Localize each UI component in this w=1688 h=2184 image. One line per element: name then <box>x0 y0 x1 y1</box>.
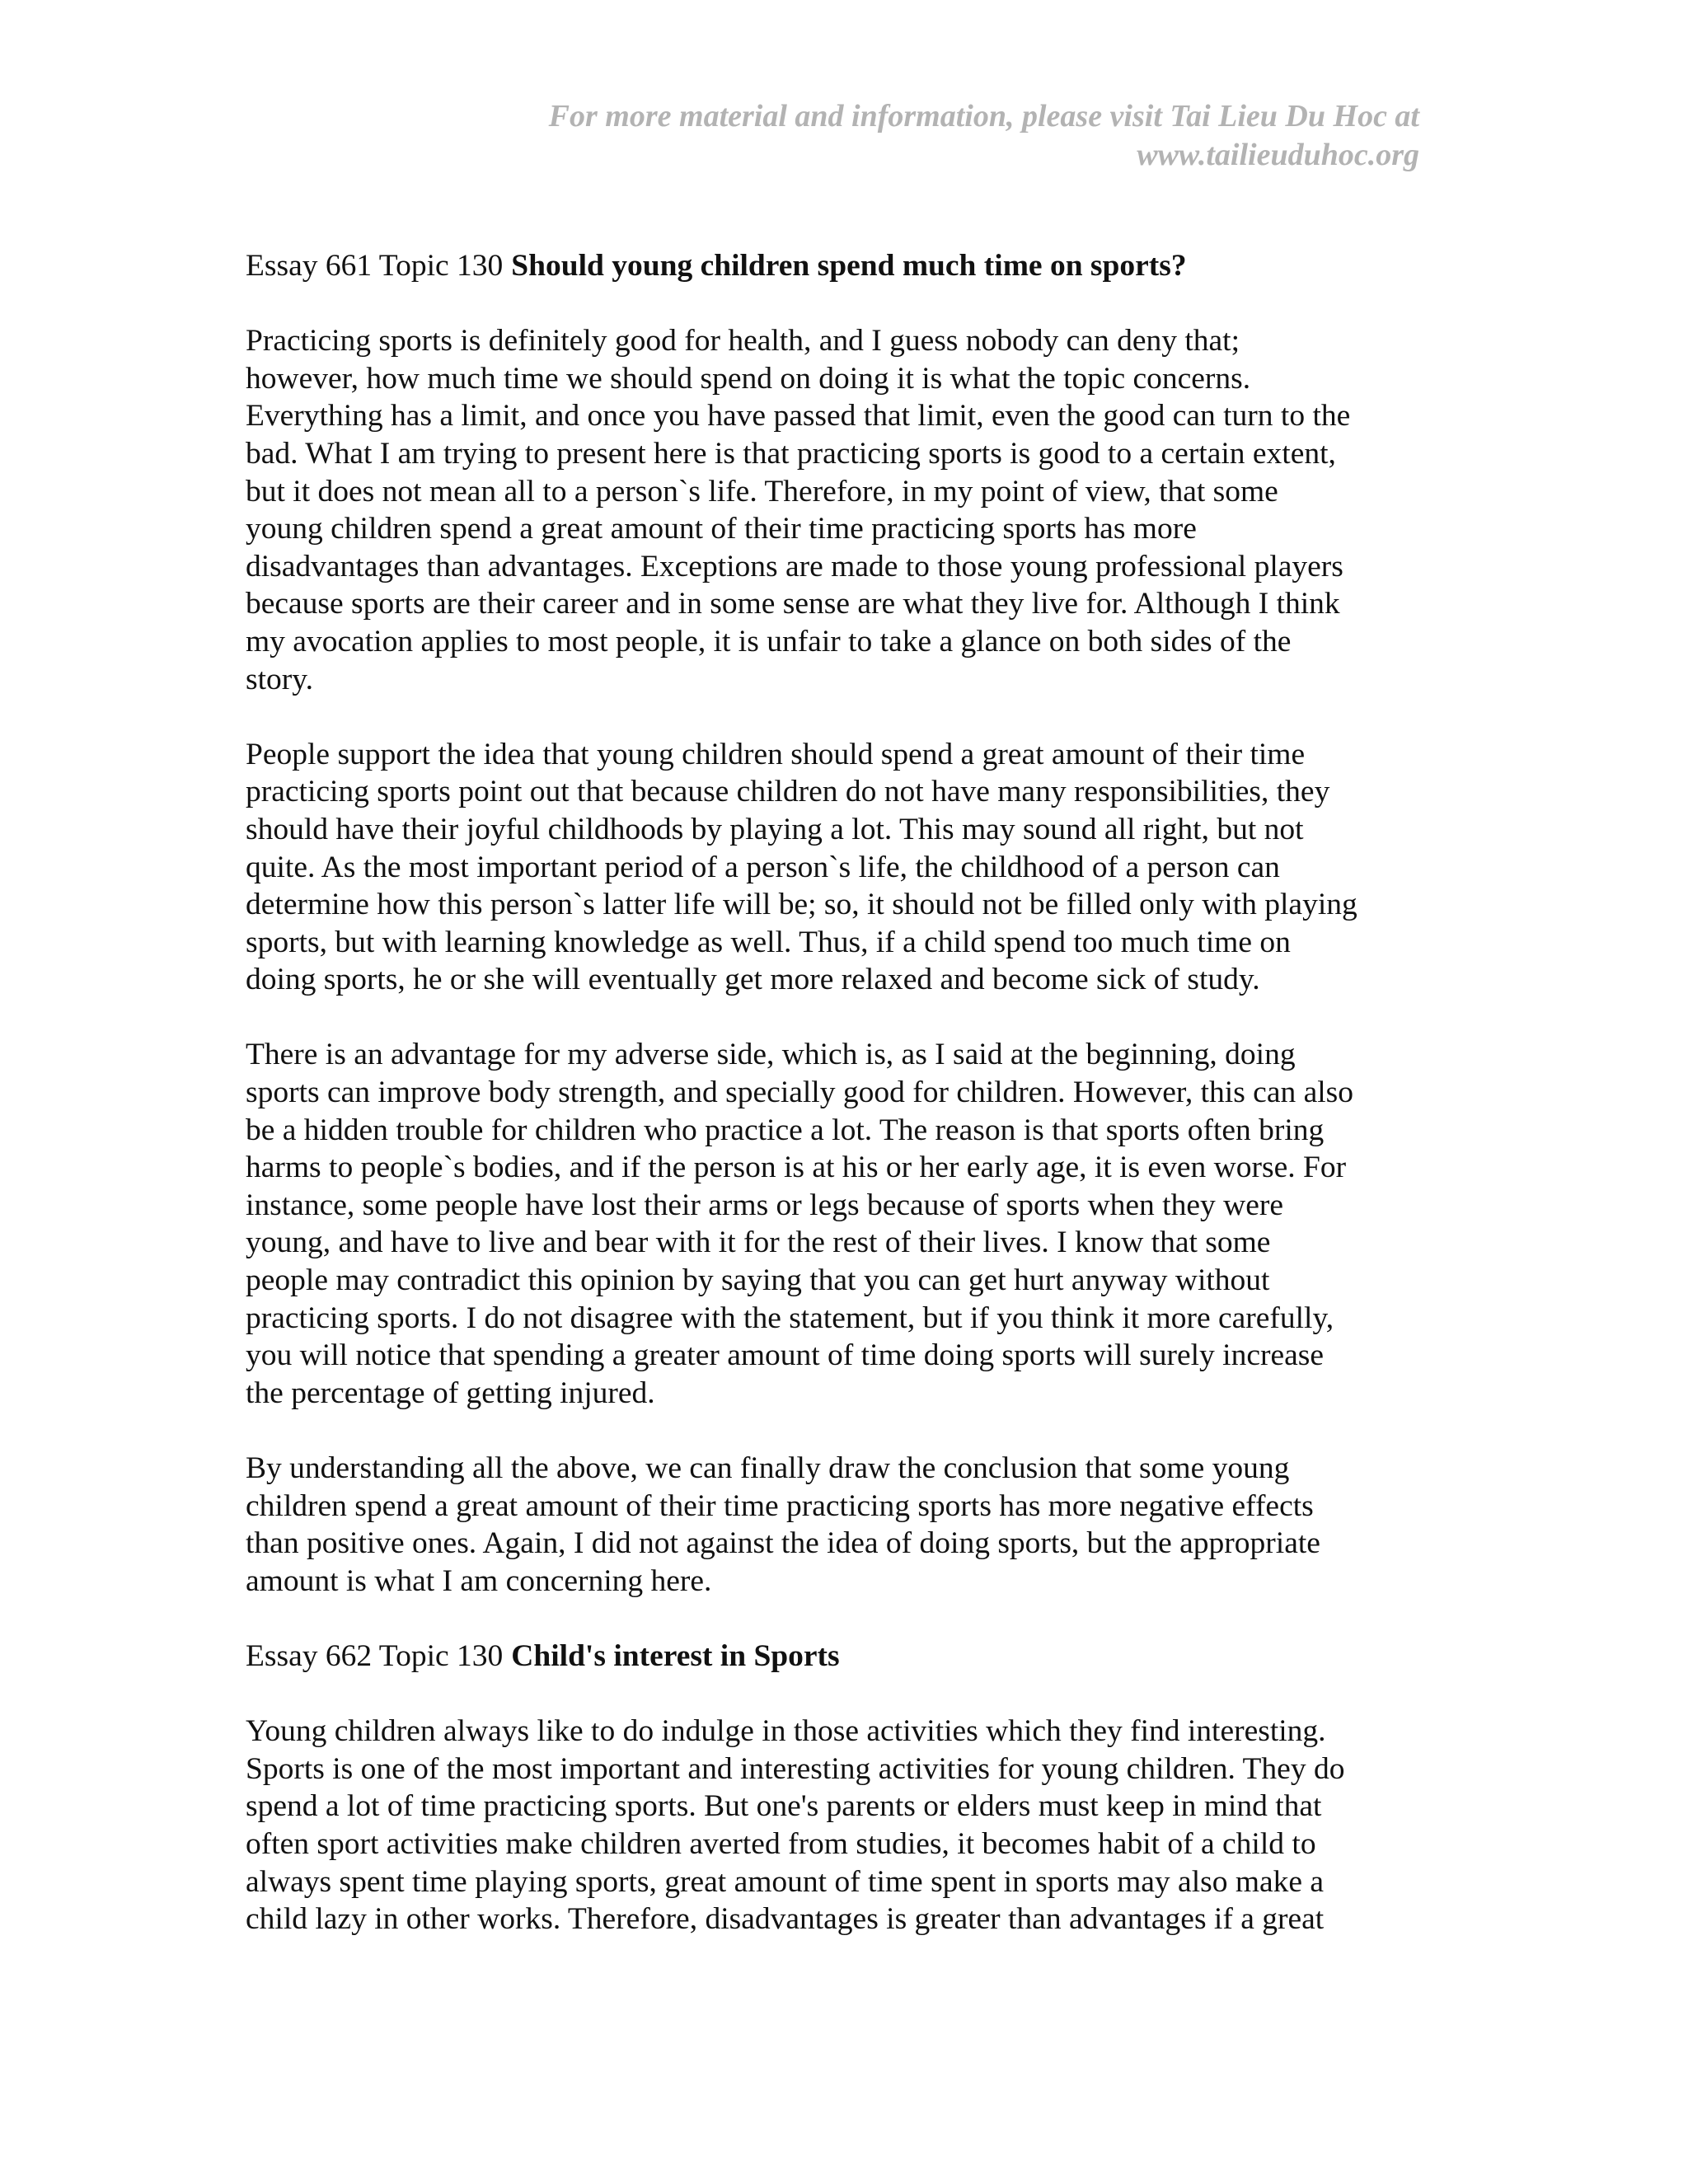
essay-662 <box>246 1638 1441 1938</box>
text-line: should have their joyful childhoods by playing a lot. This may sound all right, but not <box>246 812 1304 846</box>
watermark-line-2: www.tailieuduhoc.org <box>1137 138 1419 172</box>
essay-title: Should young children spend much time on sports? <box>511 249 1187 283</box>
essay-label: Essay 662 Topic 130 <box>246 1638 504 1673</box>
essay-title: Child's interest in Sports <box>511 1638 840 1673</box>
text-line: quite. As the most important period of a person`s life, the childhood of a person can <box>246 850 1280 884</box>
text-line: practicing sports point out that because children do not have many responsibilities, they <box>246 775 1330 809</box>
watermark-header <box>348 97 1419 175</box>
watermark-line-1: For more material and information, please visit Tai Lieu Du Hoc at <box>548 99 1419 134</box>
text-line: story. <box>246 662 313 696</box>
text-line: determine how this person`s latter life will be; so, it should not be filled only with playing <box>246 888 1357 922</box>
text-line: amount is what I am concerning here. <box>246 1563 712 1598</box>
essay-heading <box>246 1638 1441 1675</box>
text-line: Young children always like to do indulge in those activities which they find interesting. <box>246 1714 1326 1749</box>
text-line: my avocation applies to most people, it is unfair to take a glance on both sides of the <box>246 624 1292 658</box>
text-line: but it does not mean all to a person`s life. Therefore, in my point of view, that some <box>246 474 1278 509</box>
text-line: sports can improve body strength, and specially good for children. However, this can also <box>246 1076 1353 1110</box>
paragraph <box>246 1713 1441 1938</box>
text-line: bad. What I am trying to present here is that practicing sports is good to a certain extent, <box>246 436 1336 471</box>
text-line: spend a lot of time practicing sports. But one's parents or elders must keep in mind that <box>246 1789 1322 1824</box>
text-line: children spend a great amount of their time practicing sports has more negative effects <box>246 1488 1314 1523</box>
essay-heading <box>246 247 1441 285</box>
essay-label: Essay 661 Topic 130 <box>246 249 504 283</box>
text-line: be a hidden trouble for children who practice a lot. The reason is that sports often bring <box>246 1113 1325 1147</box>
text-line: the percentage of getting injured. <box>246 1376 655 1410</box>
text-line: often sport activities make children averted from studies, it becomes habit of a child to <box>246 1826 1316 1861</box>
text-line: child lazy in other works. Therefore, disadvantages is greater than advantages if a great <box>246 1902 1325 1937</box>
text-line: By understanding all the above, we can finally draw the conclusion that some young <box>246 1451 1290 1485</box>
text-line: than positive ones. Again, I did not against the idea of doing sports, but the appropriate <box>246 1526 1320 1561</box>
text-line: Practicing sports is definitely good for health, and I guess nobody can deny that; <box>246 324 1240 359</box>
paragraph <box>246 1450 1441 1600</box>
text-line: instance, some people have lost their arms or legs because of sports when they were <box>246 1188 1283 1222</box>
text-line: practicing sports. I do not disagree with the statement, but if you think it more carefully, <box>246 1301 1334 1335</box>
text-line: however, how much time we should spend on doing it is what the topic concerns. <box>246 361 1251 396</box>
text-line: young, and have to live and bear with it for the rest of their lives. I know that some <box>246 1226 1271 1260</box>
text-line: People support the idea that young children should spend a great amount of their time <box>246 737 1306 771</box>
text-line: Everything has a limit, and once you have passed that limit, even the good can turn to the <box>246 399 1351 434</box>
text-line: Sports is one of the most important and interesting activities for young children. They do <box>246 1751 1345 1786</box>
text-line: harms to people`s bodies, and if the person is at his or her early age, it is even worse. For <box>246 1151 1347 1185</box>
text-line: sports, but with learning knowledge as well. Thus, if a child spend too much time on <box>246 925 1291 959</box>
text-line: doing sports, he or she will eventually get more relaxed and become sick of study. <box>246 963 1260 997</box>
document-body <box>246 247 1441 1938</box>
paragraph <box>246 322 1441 698</box>
text-line: disadvantages than advantages. Exceptions are made to those young professional players <box>246 549 1343 583</box>
text-line: people may contradict this opinion by saying that you can get hurt anyway without <box>246 1263 1270 1298</box>
text-line: you will notice that spending a greater amount of time doing sports will surely increase <box>246 1338 1325 1373</box>
text-line: There is an advantage for my adverse side, which is, as I said at the beginning, doing <box>246 1038 1296 1072</box>
paragraph <box>246 736 1441 999</box>
text-line: always spent time playing sports, great amount of time spent in sports may also make a <box>246 1864 1325 1899</box>
paragraph <box>246 1036 1441 1412</box>
text-line: young children spend a great amount of their time practicing sports has more <box>246 512 1197 546</box>
essay-661 <box>246 247 1441 1638</box>
text-line: because sports are their career and in some sense are what they live for. Although I think <box>246 587 1340 621</box>
